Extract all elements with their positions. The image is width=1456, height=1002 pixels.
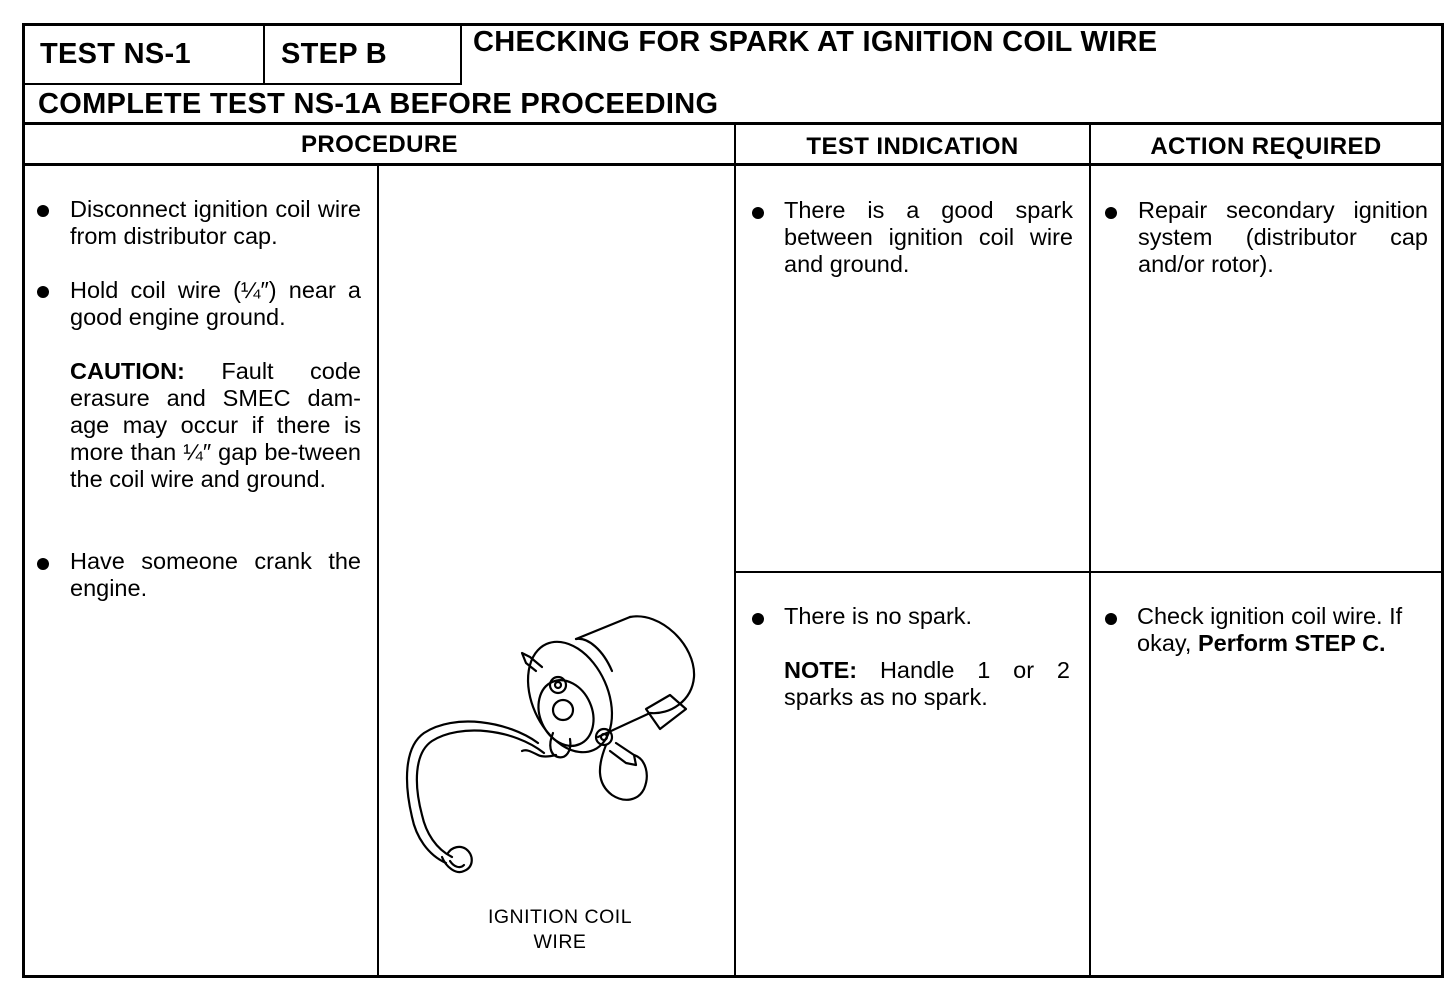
page-title: CHECKING FOR SPARK AT IGNITION COIL WIRE [473, 26, 1158, 58]
step-label: STEP B [281, 38, 388, 70]
caution-block [70, 358, 361, 493]
note-text: Handle 1 or 2 sparks as no spark. [784, 657, 1070, 710]
column-header-procedure: PROCEDURE [301, 131, 458, 158]
row-divider [734, 571, 1444, 573]
prereq-rule [22, 122, 1444, 125]
test-id: TEST NS-1 [40, 38, 191, 70]
figure-caption [430, 905, 690, 955]
bullet [1105, 613, 1117, 625]
prereq-note: COMPLETE TEST NS-1A BEFORE PROCEEDING [38, 88, 719, 120]
indication-row-1: There is a good spark between ignition coil wire and ground. [784, 197, 1073, 277]
figure-caption-line-2: WIRE [533, 931, 587, 953]
frame-bottom [22, 975, 1444, 978]
column-header-action-required: ACTION REQUIRED [1150, 133, 1382, 160]
frame-left [22, 23, 25, 978]
column-header-rule [22, 163, 1444, 166]
header-divider-1 [263, 23, 265, 85]
bullet [1105, 207, 1117, 219]
caution-label: CAUTION: [70, 358, 185, 384]
header-box-bottom [22, 83, 462, 85]
bullet [752, 613, 764, 625]
col-line-action [1089, 122, 1091, 978]
col-line-procedure-figure [377, 163, 379, 978]
note-block [784, 657, 1070, 711]
perform-step-c: Perform STEP C. [1197, 630, 1386, 656]
bullet [37, 558, 49, 570]
figure-caption-line-1: IGNITION COIL [487, 906, 633, 928]
ignition-coil-illustration [398, 605, 708, 890]
procedure-step-2: Hold coil wire (¼″) near a good engine ground. [70, 277, 361, 330]
header-divider-2 [460, 23, 462, 85]
note-label: NOTE: [784, 657, 858, 683]
action-row-2 [1137, 603, 1433, 657]
frame-right [1441, 23, 1444, 978]
procedure-step-1: Disconnect ignition coil wire from distributor cap. [70, 196, 361, 249]
bullet [37, 205, 49, 217]
bullet [752, 207, 764, 219]
indication-row-2: There is no spark. [784, 603, 973, 629]
action-row-1: Repair secondary ignition system (distributor cap and/or rotor). [1138, 197, 1428, 277]
procedure-step-3: Have someone crank the engine. [70, 548, 361, 601]
bullet [37, 286, 49, 298]
column-header-test-indication: TEST INDICATION [806, 133, 1019, 160]
caution-text: Fault code erasure and SMEC dam-age may occur if there is more than ¼″ gap be-tween the coil wire and ground. [70, 358, 361, 492]
col-line-indication [734, 122, 736, 978]
action-row-2-text: Check ignition coil wire. If okay, [1137, 603, 1403, 656]
